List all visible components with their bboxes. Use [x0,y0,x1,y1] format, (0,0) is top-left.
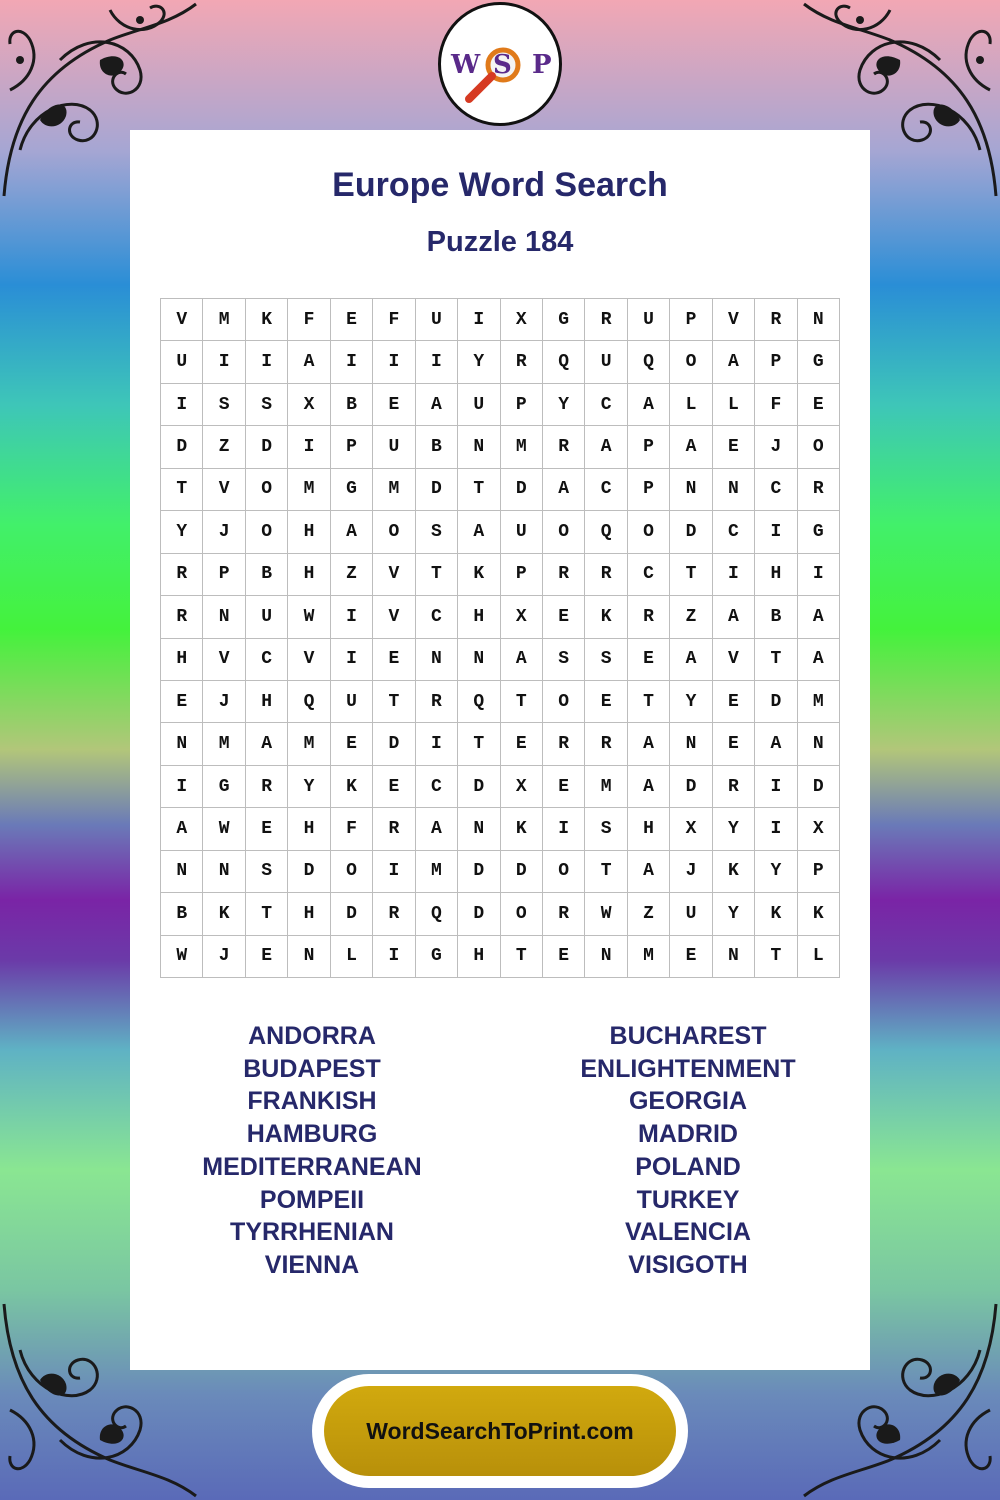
grid-cell[interactable]: S [416,511,458,553]
grid-cell[interactable]: N [203,851,245,893]
grid-cell[interactable]: P [501,384,543,426]
grid-cell[interactable]: Q [628,341,670,383]
grid-cell[interactable]: X [501,766,543,808]
grid-cell[interactable]: I [458,299,500,341]
grid-cell[interactable]: N [798,723,840,765]
grid-cell[interactable]: I [331,341,373,383]
grid-cell[interactable]: A [628,723,670,765]
grid-cell[interactable]: M [288,469,330,511]
grid-cell[interactable]: I [755,511,797,553]
grid-cell[interactable]: O [543,511,585,553]
grid-cell[interactable]: T [458,723,500,765]
grid-cell[interactable]: Q [543,341,585,383]
grid-cell[interactable]: E [246,808,288,850]
word-list-item: MEDITERRANEAN [202,1152,422,1181]
grid-cell[interactable]: I [713,554,755,596]
grid-cell[interactable]: L [331,936,373,978]
grid-cell[interactable]: A [713,596,755,638]
grid-cell[interactable]: M [501,426,543,468]
grid-cell[interactable]: R [713,766,755,808]
grid-cell[interactable]: E [543,766,585,808]
grid-cell[interactable]: E [331,723,373,765]
grid-cell[interactable]: R [628,596,670,638]
grid-cell[interactable]: E [798,384,840,426]
grid-cell[interactable]: A [543,469,585,511]
grid-cell[interactable]: H [458,596,500,638]
grid-cell[interactable]: O [628,511,670,553]
grid-cell[interactable]: K [585,596,627,638]
grid-cell[interactable]: N [798,299,840,341]
grid-cell[interactable]: D [670,766,712,808]
grid-cell[interactable]: I [288,426,330,468]
grid-cell[interactable]: W [288,596,330,638]
word-list-item: BUCHAREST [609,1022,767,1050]
grid-cell[interactable]: S [585,639,627,681]
grid-cell[interactable]: V [373,596,415,638]
grid-cell[interactable]: Y [713,893,755,935]
grid-cell[interactable]: D [288,851,330,893]
grid-cell[interactable]: D [670,511,712,553]
grid-cell[interactable]: Y [755,851,797,893]
grid-cell[interactable]: D [458,893,500,935]
grid-cell[interactable]: Y [670,681,712,723]
grid-cell[interactable]: Z [670,596,712,638]
grid-cell[interactable]: O [670,341,712,383]
grid-cell[interactable]: A [713,341,755,383]
grid-cell[interactable]: Q [416,893,458,935]
grid-cell[interactable]: E [713,426,755,468]
logo-letter-p: P [532,50,552,80]
grid-cell[interactable]: D [246,426,288,468]
grid-cell[interactable]: U [628,299,670,341]
word-list-item: POMPEII [259,1185,365,1214]
grid-cell[interactable]: T [585,851,627,893]
grid-cell[interactable]: A [416,384,458,426]
grid-cell[interactable]: T [416,554,458,596]
grid-cell[interactable]: I [331,596,373,638]
grid-cell[interactable]: O [543,681,585,723]
grid-cell[interactable]: K [458,554,500,596]
grid-cell[interactable]: E [161,681,203,723]
grid-cell[interactable]: I [798,554,840,596]
grid-cell[interactable]: N [458,426,500,468]
grid-cell[interactable]: E [543,596,585,638]
puzzle-card [130,130,870,1370]
grid-cell[interactable]: E [373,384,415,426]
grid-cell[interactable]: B [161,893,203,935]
grid-cell[interactable]: O [543,851,585,893]
grid-cell[interactable]: T [670,554,712,596]
word-list-item: BUDAPEST [243,1054,381,1083]
logo-letter-w: W [451,50,481,80]
grid-cell[interactable]: E [501,723,543,765]
grid-cell[interactable]: A [246,723,288,765]
grid-cell[interactable]: S [585,808,627,850]
grid-cell[interactable]: Q [585,511,627,553]
grid-cell[interactable]: N [713,936,755,978]
word-list-item: TYRRHENIAN [230,1218,394,1247]
grid-cell[interactable]: V [161,299,203,341]
grid-cell[interactable]: H [755,554,797,596]
grid-cell[interactable]: H [288,554,330,596]
grid-cell[interactable]: P [755,341,797,383]
grid-cell[interactable]: U [458,384,500,426]
grid-cell[interactable]: V [203,469,245,511]
grid-cell[interactable]: V [288,639,330,681]
grid-cell[interactable]: C [416,596,458,638]
grid-cell[interactable]: W [161,936,203,978]
grid-cell[interactable]: I [755,808,797,850]
grid-cell[interactable]: N [458,808,500,850]
grid-cell[interactable]: L [670,384,712,426]
grid-cell[interactable]: H [288,893,330,935]
grid-cell[interactable]: Y [288,766,330,808]
grid-cell[interactable]: C [585,469,627,511]
grid-cell[interactable]: E [331,299,373,341]
grid-cell[interactable]: C [416,766,458,808]
grid-cell[interactable]: T [501,936,543,978]
grid-cell[interactable]: H [246,681,288,723]
grid-cell[interactable]: H [628,808,670,850]
grid-cell[interactable]: O [373,511,415,553]
grid-cell[interactable]: O [246,469,288,511]
grid-cell[interactable]: V [373,554,415,596]
grid-cell[interactable]: E [373,639,415,681]
grid-cell[interactable]: P [501,554,543,596]
grid-cell[interactable]: D [458,851,500,893]
grid-cell[interactable]: K [246,299,288,341]
grid-cell[interactable]: R [416,681,458,723]
grid-cell[interactable]: T [755,936,797,978]
grid-cell[interactable]: U [416,299,458,341]
grid-cell[interactable]: J [670,851,712,893]
grid-cell[interactable]: M [288,723,330,765]
grid-cell[interactable]: R [501,341,543,383]
word-list-left [162,1020,462,1282]
grid-cell[interactable]: P [628,469,670,511]
grid-cell[interactable]: Q [458,681,500,723]
grid-cell[interactable]: I [161,384,203,426]
grid-cell[interactable]: X [501,596,543,638]
grid-cell[interactable]: Y [543,384,585,426]
grid-cell[interactable]: P [670,299,712,341]
grid-cell[interactable]: U [161,341,203,383]
grid-cell[interactable]: A [501,639,543,681]
grid-cell[interactable]: R [585,299,627,341]
grid-cell[interactable]: J [203,681,245,723]
grid-cell[interactable]: E [628,639,670,681]
grid-cell[interactable]: D [416,469,458,511]
grid-cell[interactable]: A [670,639,712,681]
grid-cell[interactable]: V [713,639,755,681]
grid-cell[interactable]: D [161,426,203,468]
grid-cell[interactable]: T [755,639,797,681]
grid-cell[interactable]: B [416,426,458,468]
grid-cell[interactable]: H [288,511,330,553]
grid-cell[interactable]: K [331,766,373,808]
grid-cell[interactable]: A [755,723,797,765]
grid-cell[interactable]: I [416,723,458,765]
grid-cell[interactable]: H [288,808,330,850]
grid-cell[interactable]: M [585,766,627,808]
grid-cell[interactable]: H [458,936,500,978]
grid-cell[interactable]: L [713,384,755,426]
grid-cell[interactable]: C [755,469,797,511]
grid-cell[interactable]: E [713,723,755,765]
grid-cell[interactable]: C [628,554,670,596]
word-list-item: TURKEY [636,1185,740,1214]
grid-cell[interactable]: N [161,723,203,765]
grid-cell[interactable]: F [288,299,330,341]
word-list-item: ANDORRA [248,1022,376,1050]
grid-cell[interactable]: N [416,639,458,681]
grid-cell[interactable]: E [670,936,712,978]
grid-cell[interactable]: Q [288,681,330,723]
grid-cell[interactable]: A [670,426,712,468]
grid-cell[interactable]: N [458,639,500,681]
grid-cell[interactable]: N [585,936,627,978]
grid-cell[interactable]: R [543,723,585,765]
grid-cell[interactable]: O [331,851,373,893]
grid-cell[interactable]: A [288,341,330,383]
grid-cell[interactable]: R [543,426,585,468]
grid-cell[interactable]: N [203,596,245,638]
grid-cell[interactable]: A [628,384,670,426]
page-title: Europe Word Search [332,166,668,204]
grid-cell[interactable]: B [331,384,373,426]
grid-cell[interactable]: R [373,808,415,850]
grid-cell[interactable]: A [628,766,670,808]
grid-cell[interactable]: K [798,893,840,935]
grid-cell[interactable]: J [203,511,245,553]
grid-cell[interactable]: U [373,426,415,468]
grid-cell[interactable]: R [161,554,203,596]
grid-cell[interactable]: Z [203,426,245,468]
grid-cell[interactable]: D [501,851,543,893]
word-list-item: MADRID [638,1120,738,1149]
grid-cell[interactable]: M [203,299,245,341]
grid-cell[interactable]: J [203,936,245,978]
grid-cell[interactable]: E [585,681,627,723]
grid-cell[interactable]: S [246,384,288,426]
grid-cell[interactable]: Y [161,511,203,553]
grid-cell[interactable]: A [161,808,203,850]
grid-cell[interactable]: F [331,808,373,850]
grid-cell[interactable]: G [331,469,373,511]
grid-cell[interactable]: E [246,936,288,978]
grid-cell[interactable]: A [628,851,670,893]
grid-cell[interactable]: X [798,808,840,850]
grid-cell[interactable]: I [246,341,288,383]
grid-cell[interactable]: I [755,766,797,808]
grid-cell[interactable]: U [501,511,543,553]
grid-cell[interactable]: D [373,723,415,765]
grid-cell[interactable]: R [373,893,415,935]
grid-cell[interactable]: D [501,469,543,511]
word-list-item: VISIGOTH [628,1250,748,1279]
grid-cell[interactable]: G [798,341,840,383]
grid-cell[interactable]: R [585,554,627,596]
word-list-item: HAMBURG [246,1120,378,1149]
grid-cell[interactable]: E [373,766,415,808]
wsp-logo[interactable] [438,2,562,126]
grid-cell[interactable]: P [203,554,245,596]
grid-cell[interactable]: W [203,808,245,850]
grid-cell[interactable]: U [670,893,712,935]
grid-cell[interactable]: T [458,469,500,511]
grid-cell[interactable]: M [416,851,458,893]
grid-cell[interactable]: I [373,341,415,383]
grid-cell[interactable]: U [246,596,288,638]
grid-cell[interactable]: Y [713,808,755,850]
grid-cell[interactable]: A [458,511,500,553]
grid-cell[interactable]: A [331,511,373,553]
grid-cell[interactable]: T [246,893,288,935]
grid-cell[interactable]: S [543,639,585,681]
grid-cell[interactable]: D [331,893,373,935]
grid-cell[interactable]: E [543,936,585,978]
grid-cell[interactable]: R [585,723,627,765]
grid-cell[interactable]: N [161,851,203,893]
grid-cell[interactable]: S [203,384,245,426]
grid-cell[interactable]: Z [331,554,373,596]
grid-cell[interactable]: I [543,808,585,850]
grid-cell[interactable]: K [203,893,245,935]
grid-cell[interactable]: C [585,384,627,426]
grid-cell[interactable]: N [670,469,712,511]
grid-cell[interactable]: V [713,299,755,341]
word-list-right [538,1020,838,1282]
grid-cell[interactable]: D [458,766,500,808]
grid-cell[interactable]: X [288,384,330,426]
grid-cell[interactable]: I [373,936,415,978]
grid-cell[interactable]: R [543,554,585,596]
grid-cell[interactable]: B [246,554,288,596]
grid-cell[interactable]: Y [458,341,500,383]
grid-cell[interactable]: R [543,893,585,935]
grid-cell[interactable]: P [798,851,840,893]
grid-cell[interactable]: R [246,766,288,808]
grid-cell[interactable]: T [501,681,543,723]
grid-cell[interactable]: U [585,341,627,383]
grid-cell[interactable]: X [670,808,712,850]
grid-cell[interactable]: G [416,936,458,978]
grid-cell[interactable]: T [628,681,670,723]
word-list-item: GEORGIA [628,1087,748,1116]
grid-cell[interactable]: K [713,851,755,893]
grid-cell[interactable]: I [203,341,245,383]
grid-cell[interactable]: P [331,426,373,468]
grid-cell[interactable]: A [585,426,627,468]
grid-cell[interactable]: T [373,681,415,723]
grid-cell[interactable]: G [543,299,585,341]
grid-cell[interactable]: R [798,469,840,511]
puzzle-number: Puzzle 184 [426,226,574,258]
grid-cell[interactable]: C [713,511,755,553]
grid-cell[interactable]: M [203,723,245,765]
logo-letter-s: S [493,50,512,80]
grid-cell[interactable]: W [585,893,627,935]
grid-cell[interactable]: R [161,596,203,638]
grid-cell[interactable]: F [755,384,797,426]
grid-cell[interactable]: A [798,596,840,638]
grid-cell[interactable]: B [755,596,797,638]
grid-cell[interactable]: U [331,681,373,723]
grid-cell[interactable]: X [501,299,543,341]
grid-cell[interactable]: K [501,808,543,850]
grid-cell[interactable]: T [161,469,203,511]
grid-cell[interactable]: I [161,766,203,808]
grid-cell[interactable]: I [331,639,373,681]
grid-cell[interactable]: D [798,766,840,808]
grid-cell[interactable]: S [246,851,288,893]
grid-cell[interactable]: J [755,426,797,468]
grid-cell[interactable]: M [373,469,415,511]
grid-cell[interactable]: M [628,936,670,978]
grid-cell[interactable]: F [373,299,415,341]
word-list-item: ENLIGHTENMENT [580,1054,796,1083]
grid-cell[interactable]: N [713,469,755,511]
grid-cell[interactable]: Z [628,893,670,935]
grid-cell[interactable]: H [161,639,203,681]
grid-cell[interactable]: O [246,511,288,553]
word-list-item: POLAND [635,1152,741,1181]
grid-cell[interactable]: A [798,639,840,681]
grid-cell[interactable]: L [798,936,840,978]
grid-cell[interactable]: C [246,639,288,681]
grid-cell[interactable]: K [755,893,797,935]
word-list-item: VIENNA [264,1250,360,1279]
letter-grid[interactable] [160,298,840,978]
grid-cell[interactable]: N [670,723,712,765]
grid-cell[interactable]: O [798,426,840,468]
grid-cell[interactable]: G [203,766,245,808]
grid-cell[interactable]: R [755,299,797,341]
grid-cell[interactable]: I [373,851,415,893]
word-list-item: VALENCIA [625,1218,751,1247]
grid-cell[interactable]: M [798,681,840,723]
grid-cell[interactable]: G [798,511,840,553]
grid-cell[interactable]: O [501,893,543,935]
website-badge [312,1374,688,1488]
grid-cell[interactable]: V [203,639,245,681]
grid-cell[interactable]: I [416,341,458,383]
grid-cell[interactable]: P [628,426,670,468]
grid-cell[interactable]: D [755,681,797,723]
grid-cell[interactable]: N [288,936,330,978]
website-link[interactable]: WordSearchToPrint.com [324,1386,676,1476]
word-list-item: FRANKISH [247,1087,377,1116]
grid-cell[interactable]: E [713,681,755,723]
grid-cell[interactable]: A [416,808,458,850]
